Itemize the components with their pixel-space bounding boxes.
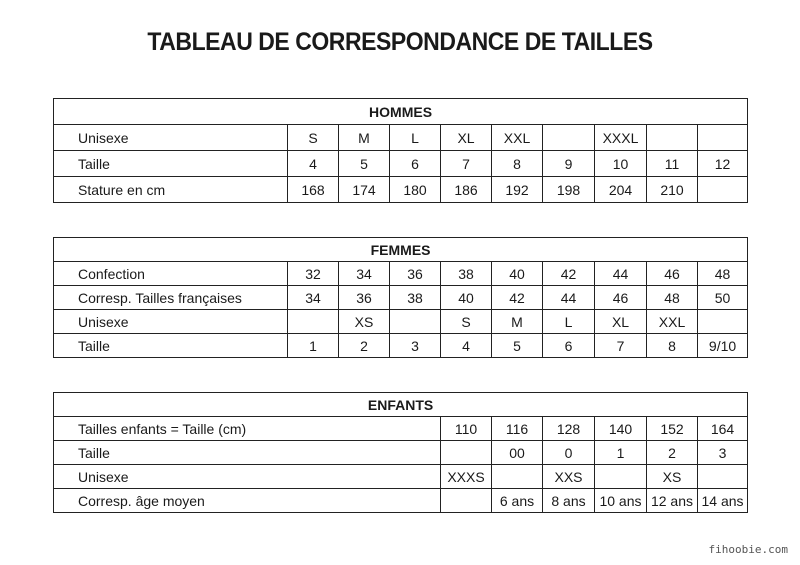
table-cell: 116 <box>492 417 543 441</box>
table-cell <box>698 125 748 151</box>
table-cell: 6 <box>390 151 441 177</box>
row-label: Unisexe <box>54 125 288 151</box>
table-row <box>54 465 748 489</box>
table-cell <box>441 441 492 465</box>
row-label: Tailles enfants = Taille (cm) <box>54 417 441 441</box>
table-row <box>54 286 748 310</box>
table-cell: 12 <box>698 151 748 177</box>
table-cell <box>441 489 492 513</box>
table-enfants <box>53 392 748 513</box>
table-cell <box>288 310 339 334</box>
table-cell: 174 <box>339 177 390 203</box>
table-cell: 186 <box>441 177 492 203</box>
table-cell: 192 <box>492 177 543 203</box>
table-cell: 50 <box>698 286 748 310</box>
table-row <box>54 262 748 286</box>
table-cell <box>698 310 748 334</box>
table-cell: M <box>339 125 390 151</box>
row-label: Taille <box>54 441 441 465</box>
table-cell <box>698 465 748 489</box>
table-cell: XS <box>647 465 698 489</box>
page-title: TABLEAU DE CORRESPONDANCE DE TAILLES <box>147 28 653 56</box>
table-cell: 32 <box>288 262 339 286</box>
table-cell <box>647 125 698 151</box>
table-cell: 48 <box>698 262 748 286</box>
table-row <box>54 177 748 203</box>
table-cell: 4 <box>441 334 492 358</box>
table-cell: 40 <box>492 262 543 286</box>
table-cell: XXXS <box>441 465 492 489</box>
table-cell: 168 <box>288 177 339 203</box>
row-label: Taille <box>54 334 288 358</box>
table-row <box>54 417 748 441</box>
row-label: Taille <box>54 151 288 177</box>
table-cell: 180 <box>390 177 441 203</box>
table-cell <box>698 177 748 203</box>
table-cell: 6 <box>543 334 595 358</box>
table-cell: 2 <box>339 334 390 358</box>
table-cell: 140 <box>595 417 647 441</box>
table-cell: 44 <box>543 286 595 310</box>
table-heading: ENFANTS <box>54 393 748 417</box>
table-cell: 36 <box>339 286 390 310</box>
table-cell: 42 <box>543 262 595 286</box>
table-row <box>54 151 748 177</box>
table-cell <box>390 310 441 334</box>
table-cell: XXS <box>543 465 595 489</box>
table-cell: 8 <box>647 334 698 358</box>
table-cell: 44 <box>595 262 647 286</box>
table-cell: 164 <box>698 417 748 441</box>
table-cell: 210 <box>647 177 698 203</box>
table-heading-row <box>54 393 748 417</box>
table-row <box>54 441 748 465</box>
row-label: Corresp. Tailles françaises <box>54 286 288 310</box>
table-row <box>54 310 748 334</box>
table-cell: XL <box>441 125 492 151</box>
table-cell: 9/10 <box>698 334 748 358</box>
table-heading-row <box>54 99 748 125</box>
table-cell: L <box>543 310 595 334</box>
table-cell: 40 <box>441 286 492 310</box>
table-cell: 5 <box>339 151 390 177</box>
table-cell: 8 ans <box>543 489 595 513</box>
table-cell <box>543 125 595 151</box>
table-heading-row <box>54 238 748 262</box>
table-cell: 48 <box>647 286 698 310</box>
row-label: Corresp. âge moyen <box>54 489 441 513</box>
table-cell: 1 <box>288 334 339 358</box>
table-cell: 8 <box>492 151 543 177</box>
table-cell: 198 <box>543 177 595 203</box>
table-cell: 46 <box>595 286 647 310</box>
table-cell <box>595 465 647 489</box>
table-cell: 12 ans <box>647 489 698 513</box>
table-cell: 2 <box>647 441 698 465</box>
table-cell: 128 <box>543 417 595 441</box>
table-cell: 10 ans <box>595 489 647 513</box>
table-cell: 38 <box>390 286 441 310</box>
table-row <box>54 489 748 513</box>
table-cell: 46 <box>647 262 698 286</box>
table-row <box>54 125 748 151</box>
table-hommes <box>53 98 748 203</box>
table-cell: 152 <box>647 417 698 441</box>
row-label: Unisexe <box>54 310 288 334</box>
table-cell: S <box>441 310 492 334</box>
table-heading: HOMMES <box>54 99 748 125</box>
table-femmes <box>53 237 748 358</box>
table-cell: 10 <box>595 151 647 177</box>
table-cell: S <box>288 125 339 151</box>
table-cell: 6 ans <box>492 489 543 513</box>
table-cell: 38 <box>441 262 492 286</box>
table-cell: 1 <box>595 441 647 465</box>
table-cell: 14 ans <box>698 489 748 513</box>
table-cell: 7 <box>595 334 647 358</box>
table-cell: 204 <box>595 177 647 203</box>
table-cell: 34 <box>339 262 390 286</box>
row-label: Confection <box>54 262 288 286</box>
table-cell: XL <box>595 310 647 334</box>
table-cell: M <box>492 310 543 334</box>
table-cell: XXXL <box>595 125 647 151</box>
table-cell: 00 <box>492 441 543 465</box>
row-label: Unisexe <box>54 465 441 489</box>
table-cell: 5 <box>492 334 543 358</box>
table-cell: 4 <box>288 151 339 177</box>
table-cell: 3 <box>390 334 441 358</box>
table-cell: XXL <box>647 310 698 334</box>
table-cell: 42 <box>492 286 543 310</box>
table-cell: 3 <box>698 441 748 465</box>
table-cell: XXL <box>492 125 543 151</box>
table-cell: 9 <box>543 151 595 177</box>
table-cell: 0 <box>543 441 595 465</box>
table-cell: 34 <box>288 286 339 310</box>
row-label: Stature en cm <box>54 177 288 203</box>
watermark: fihoobie.com <box>708 543 788 556</box>
table-cell: 36 <box>390 262 441 286</box>
table-cell <box>492 465 543 489</box>
table-row <box>54 334 748 358</box>
table-cell: 11 <box>647 151 698 177</box>
table-heading: FEMMES <box>54 238 748 262</box>
table-cell: XS <box>339 310 390 334</box>
table-cell: L <box>390 125 441 151</box>
table-cell: 7 <box>441 151 492 177</box>
table-cell: 110 <box>441 417 492 441</box>
